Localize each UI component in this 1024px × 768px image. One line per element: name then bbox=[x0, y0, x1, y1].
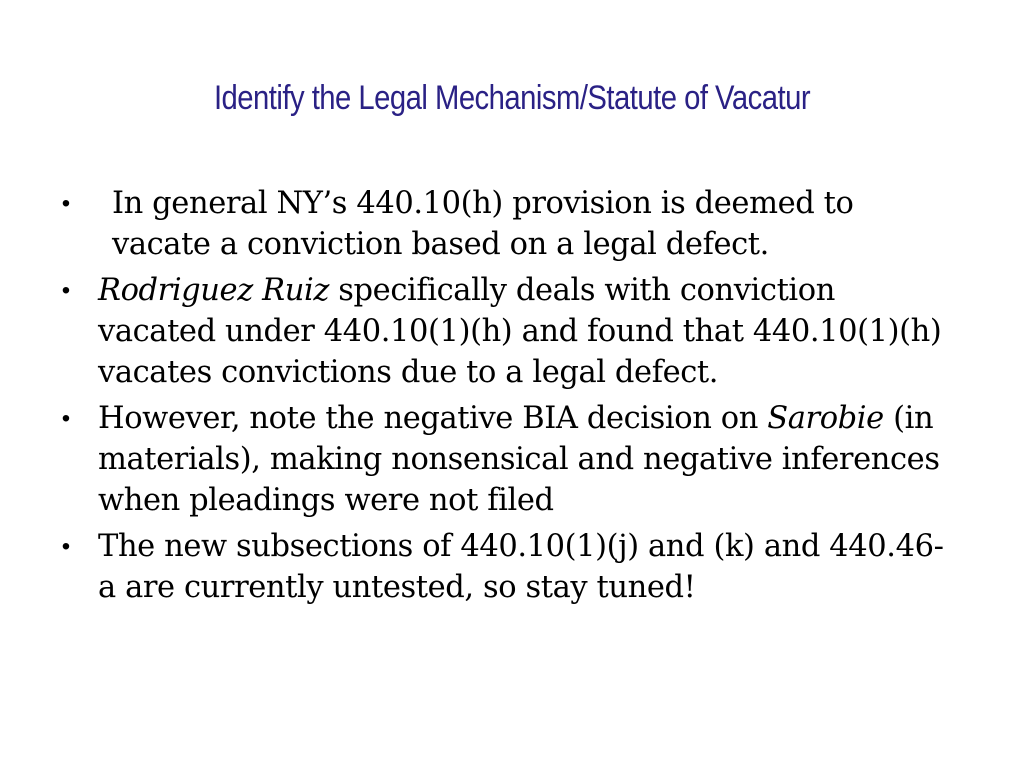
bullet-item-3 bbox=[56, 398, 956, 521]
slide-title: Identify the Legal Mechanism/Statute of Vacatur bbox=[213, 79, 811, 117]
bullet-dot-icon: • bbox=[61, 190, 71, 217]
bullet-text-2 bbox=[98, 270, 956, 393]
bullet-1-text: In general NY’s 440.10(h) provision is deemed to vacate a conviction based on a legal defect. bbox=[112, 186, 854, 262]
bullet-text-3 bbox=[98, 398, 956, 521]
bullet-item-4 bbox=[56, 526, 956, 608]
bullet-dot-icon: • bbox=[61, 277, 71, 304]
bullet-dot-icon: • bbox=[61, 533, 71, 560]
bullet-item-1 bbox=[56, 183, 956, 265]
bullet-3-text-before: However, note the negative BIA decision on bbox=[98, 401, 768, 436]
case-name-sarobie: Sarobie bbox=[767, 401, 884, 436]
bullet-text-1 bbox=[112, 183, 956, 265]
bullet-dot-icon: • bbox=[61, 405, 71, 432]
bullet-2-text: specifically deals with conviction vacated under 440.10(1)(h) and found that 440.10(1)(h) vacates convictions due to a legal defect. bbox=[98, 273, 942, 390]
bullet-text-4 bbox=[98, 526, 956, 608]
bullet-4-text: The new subsections of 440.10(1)(j) and (k) and 440.46-a are currently untested, so stay tuned! bbox=[98, 529, 944, 605]
bullet-item-2 bbox=[56, 270, 956, 393]
case-name-rodriguez-ruiz: Rodriguez Ruiz bbox=[98, 273, 329, 308]
bullet-3-text-after: (in materials), making nonsensical and negative inferences when pleadings were not filed bbox=[98, 401, 940, 518]
bullet-list bbox=[56, 183, 956, 613]
